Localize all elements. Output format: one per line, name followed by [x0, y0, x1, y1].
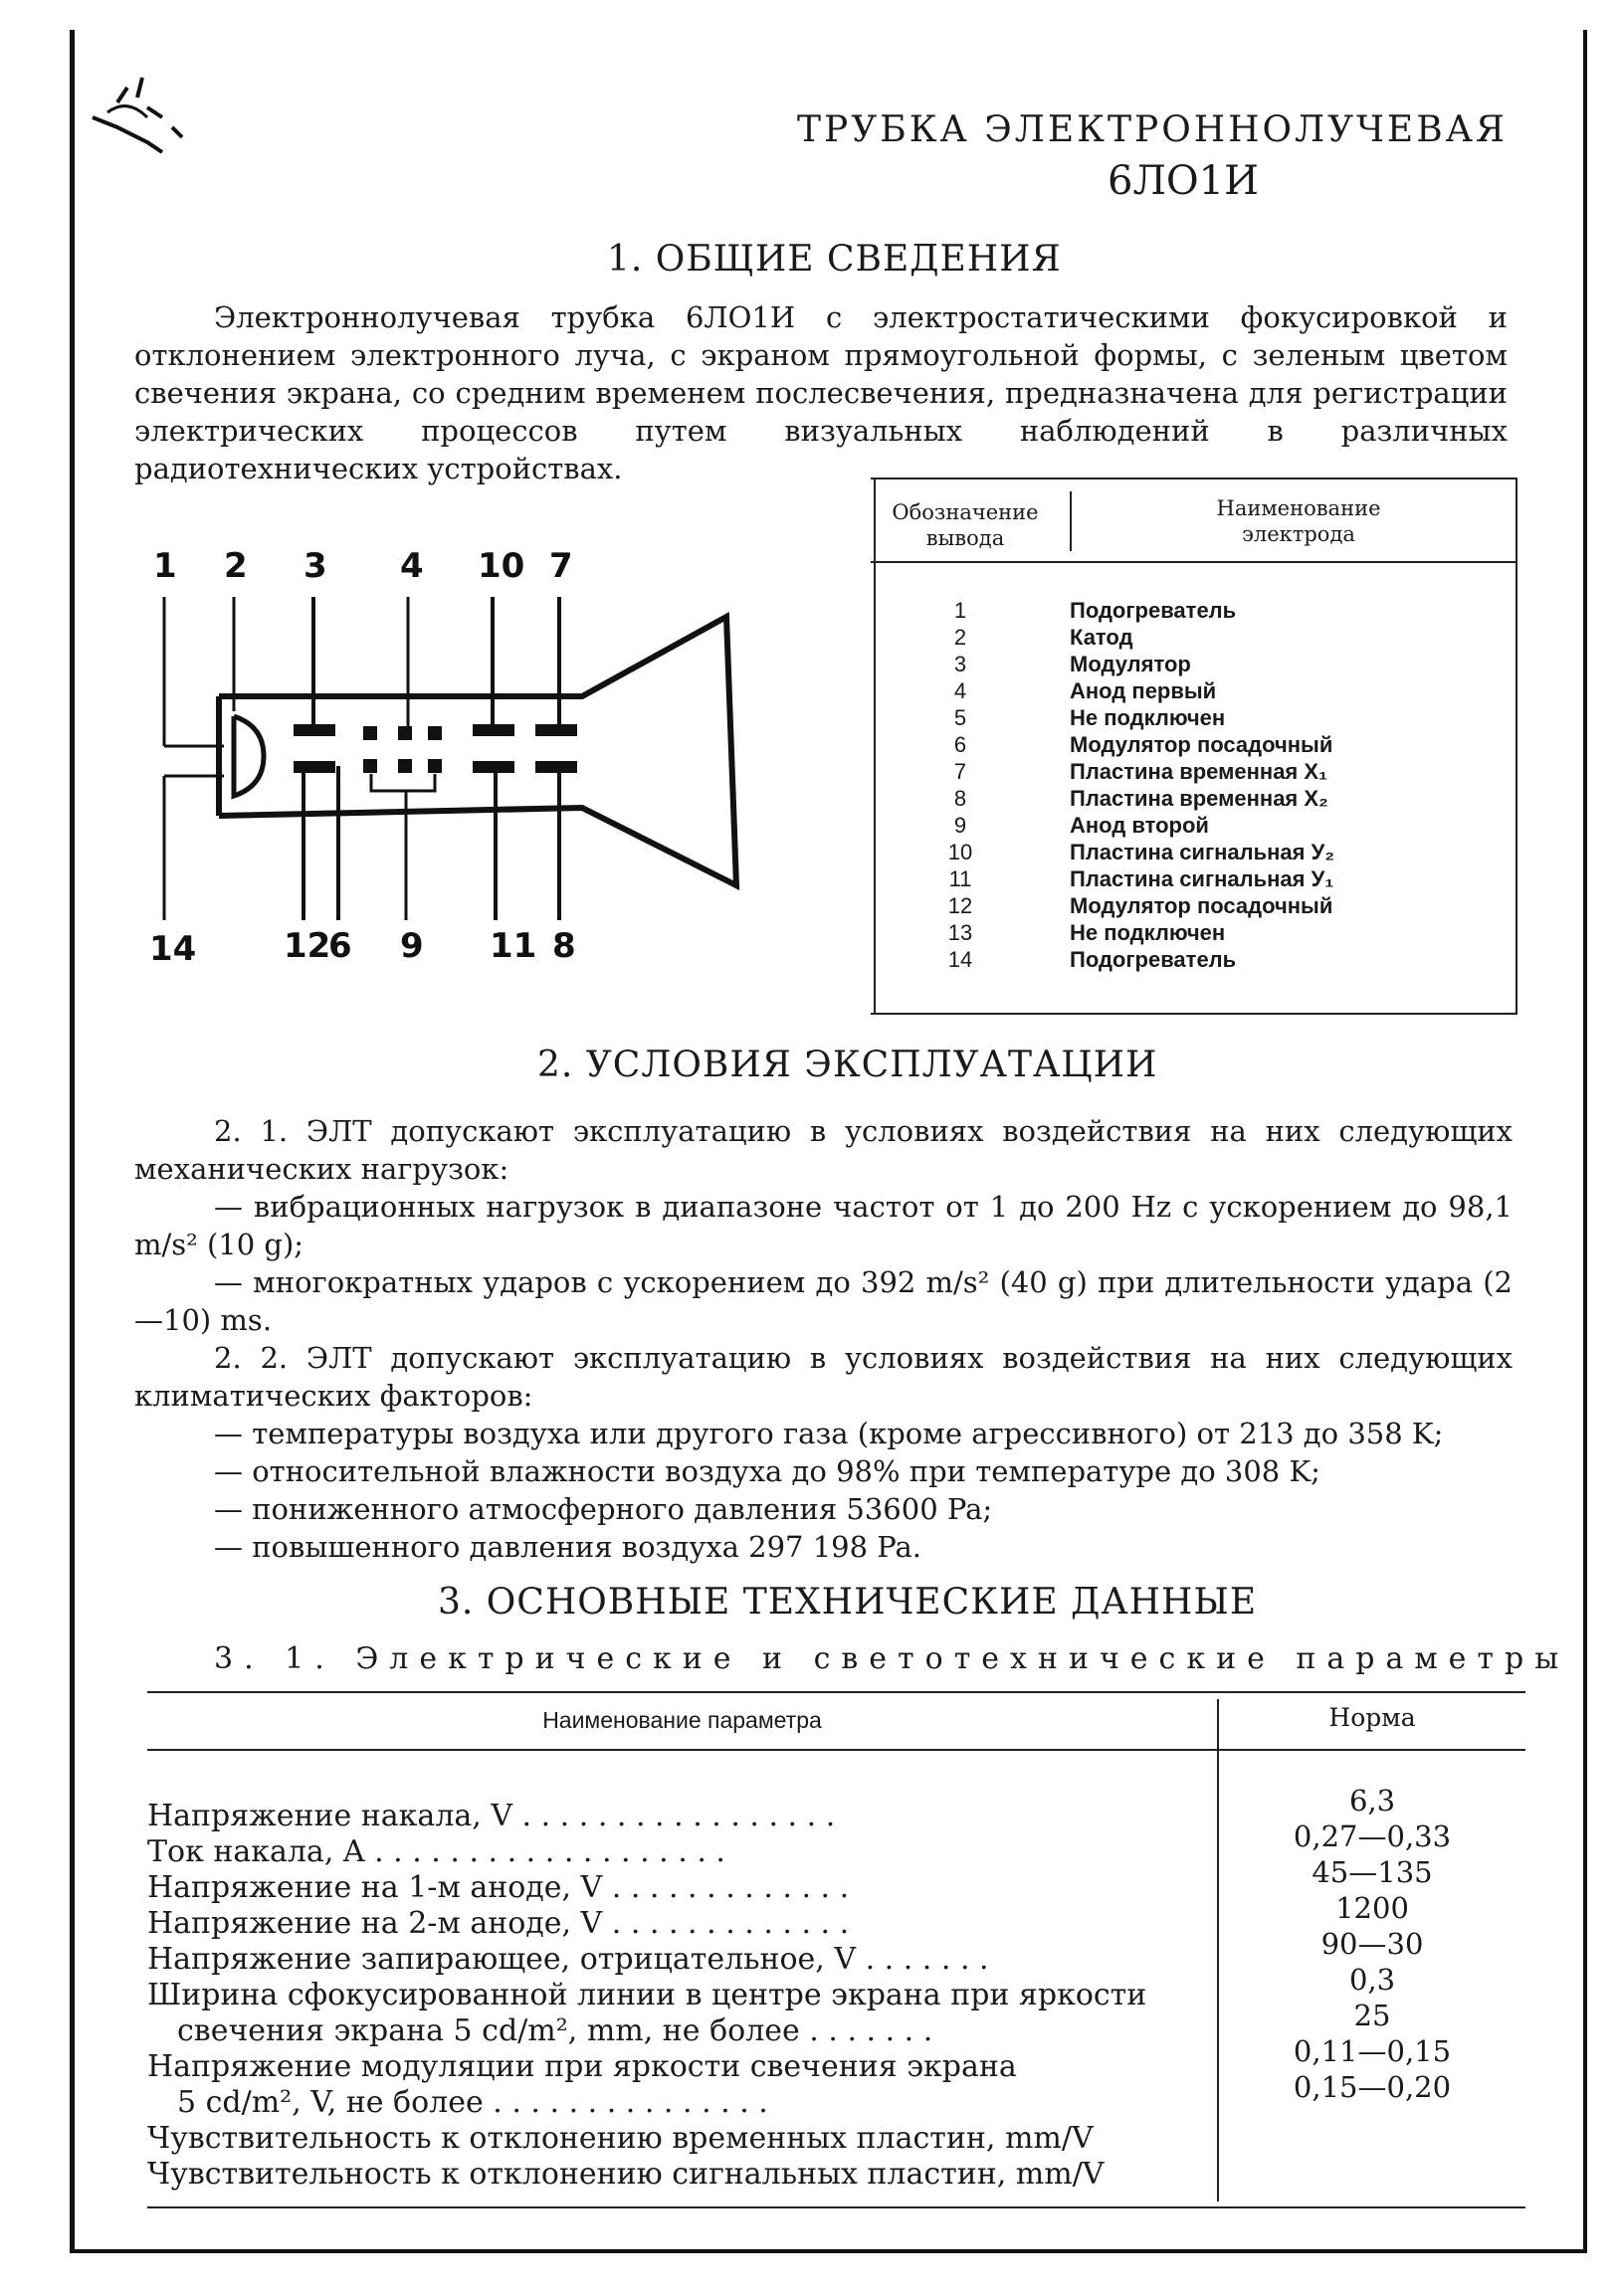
param-norm: 6,3 — [1348, 1784, 1396, 1818]
pin-col-header: Обозначение вывода — [892, 500, 1039, 550]
param-name: Напряжение накала, V . . . . . . . . . . . . . . . . . — [147, 1799, 836, 1833]
pin-table-header — [871, 478, 1517, 563]
pin-number: 5 — [953, 705, 967, 730]
param-norm-header: Норма — [1328, 1703, 1416, 1732]
pin-row — [871, 946, 1517, 973]
pin-row — [871, 919, 1517, 946]
pin-number: 12 — [947, 893, 973, 918]
pin-diagram — [139, 547, 756, 985]
pin-number: 7 — [953, 759, 967, 784]
pin-number: 14 — [947, 947, 973, 972]
section1-paragraph: Электроннолучевая трубка 6ЛО1И с электростатическими фокусировкой и отклонением электронного луча, с экраном прямоугольной формы, с зеленым цветом свечения экрана, со средним временем послесвечения, предназначена для регистрации электрических процессов путем визуальных наблюдений в различных радиотехнических устройствах. — [134, 300, 1508, 485]
section2-text — [134, 1112, 1513, 1566]
electrode-name: Пластина временная X₁ — [1070, 759, 1328, 784]
pin-label-10: 10 — [478, 547, 525, 586]
pin-row — [871, 704, 1517, 731]
pin-number: 3 — [953, 652, 967, 676]
param-name: Напряжение на 2-м аноде, V . . . . . . . . . . . . . — [147, 1906, 850, 1941]
section1-heading: 1. ОБЩИЕ СВЕДЕНИЯ — [607, 239, 1062, 280]
pin-number: 11 — [948, 866, 972, 891]
param-name: Чувствительность к отклонению временных пластин, mm/V — [147, 2121, 1094, 2156]
pin-number: 8 — [953, 786, 967, 811]
condition-item: — относительной влажности воздуха до 98% при температуре до 308 K; — [214, 1454, 1320, 1488]
electrode-name: Пластина сигнальная У₁ — [1070, 866, 1334, 891]
param-name: Напряжение запирающее, отрицательное, V . . . . . . . — [147, 1942, 989, 1977]
param-name: Напряжение на 1-м аноде, V . . . . . . . . . . . . . — [147, 1870, 850, 1905]
section2-heading: 2. УСЛОВИЯ ЭКСПЛУАТАЦИИ — [537, 1045, 1158, 1085]
param-name: Чувствительность к отклонению сигнальных пластин, mm/V — [147, 2157, 1105, 2192]
electrode-name: Не подключен — [1070, 705, 1226, 730]
condition-item: — многократных ударов с ускорением до 392 m/s² (40 g) при длительности удара (2—10) ms. — [134, 1265, 1513, 1337]
param-name: Напряжение модуляции при яркости свечения экрана — [147, 2049, 1017, 2084]
document-title — [797, 109, 1508, 204]
pin-label-14: 14 — [149, 929, 197, 969]
pin-label-1: 1 — [153, 547, 177, 586]
electrode-col-header: Наименование электрода — [1216, 496, 1381, 546]
param-name: 5 cd/m², V, не более . . . . . . . . . . . . . . . — [177, 2085, 768, 2120]
pin-number: 6 — [953, 732, 967, 757]
pin-label-7: 7 — [549, 547, 573, 586]
electrode-name: Не подключен — [1070, 920, 1226, 945]
pin-label-9: 9 — [400, 926, 424, 966]
param-name: Ширина сфокусированной линии в центре экрана при яркости — [147, 1978, 1147, 2012]
param-norm: 25 — [1353, 1999, 1391, 2032]
electrode-name: Подогреватель — [1070, 598, 1237, 623]
electrode-name: Анод второй — [1070, 813, 1209, 838]
section3-heading: 3. ОСНОВНЫЕ ТЕХНИЧЕСКИЕ ДАННЫЕ — [438, 1582, 1258, 1623]
param-norm: 0,11—0,15 — [1293, 2034, 1452, 2068]
param-norm: 45—135 — [1312, 1855, 1433, 1889]
condition-item: — температуры воздуха или другого газа (кроме агрессивного) от 213 до 358 K; — [214, 1417, 1444, 1450]
tube-outline — [219, 617, 736, 885]
pin-label-8: 8 — [552, 926, 576, 966]
param-norm: 1200 — [1335, 1891, 1409, 1925]
pin-number: 10 — [947, 840, 973, 864]
pin-row — [871, 597, 1517, 624]
electrode-name: Модулятор — [1070, 652, 1191, 676]
pin-row — [871, 758, 1517, 785]
pin-number: 9 — [953, 813, 967, 838]
stamp-mark — [88, 58, 207, 157]
pin-row — [871, 812, 1517, 839]
pin-number: 1 — [953, 598, 967, 623]
param-norm: 0,3 — [1348, 1963, 1396, 1997]
pin-row — [871, 731, 1517, 758]
pin-row — [871, 624, 1517, 651]
pin-table-rows — [871, 597, 1517, 973]
section1-text — [134, 298, 1508, 487]
pin-row — [871, 839, 1517, 865]
param-values — [1219, 1783, 1525, 2105]
pin-label-12: 12 — [284, 926, 331, 966]
pin-row — [871, 865, 1517, 892]
param-norm: 0,27—0,33 — [1293, 1819, 1452, 1853]
pin-number: 13 — [947, 920, 973, 945]
electrode-name: Модулятор посадочный — [1070, 893, 1333, 918]
pin-row — [871, 785, 1517, 812]
electrode-name: Анод первый — [1070, 678, 1217, 703]
pin-row — [871, 651, 1517, 677]
param-name: Ток накала, A . . . . . . . . . . . . . . . . . . . — [147, 1834, 725, 1869]
condition-paragraph: 2. 1. ЭЛТ допускают эксплуатацию в условиях воздействия на них следующих механических нагрузок: — [134, 1114, 1513, 1186]
param-norm: 90—30 — [1320, 1927, 1424, 1961]
pin-table — [871, 478, 1517, 1015]
param-name-header: Наименование параметра — [542, 1707, 822, 1733]
electrode-name: Катод — [1070, 625, 1133, 650]
title-text: ТРУБКА ЭЛЕКТРОННОЛУЧЕВАЯ — [796, 109, 1508, 150]
param-names — [147, 1799, 1207, 2193]
pin-number: 4 — [953, 678, 967, 703]
pin-label-6: 6 — [328, 926, 352, 966]
condition-paragraph: 2. 2. ЭЛТ допускают эксплуатацию в условиях воздействия на них следующих климатических факторов: — [134, 1341, 1513, 1413]
model-text: 6ЛО1И — [1108, 158, 1259, 204]
pin-label-11: 11 — [490, 926, 537, 966]
pin-label-4: 4 — [400, 547, 424, 586]
condition-item: — пониженного атмосферного давления 53600 Pa; — [214, 1492, 993, 1526]
condition-item: — повышенного давления воздуха 297 198 Pa. — [214, 1530, 921, 1564]
condition-item: — вибрационных нагрузок в диапазоне частот от 1 до 200 Hz с ускорением до 98,1 m/s² (10 g); — [134, 1190, 1513, 1261]
electrode-name: Пластина сигнальная У₂ — [1070, 840, 1335, 864]
section3-subheading: 3. 1. Электрические и светотехнические параметры — [214, 1641, 1570, 1676]
pin-row — [871, 677, 1517, 704]
electrode-name: Подогреватель — [1070, 947, 1237, 972]
pin-row — [871, 892, 1517, 919]
pin-label-2: 2 — [224, 547, 248, 586]
param-norm: 0,15—0,20 — [1293, 2070, 1452, 2104]
pin-number: 2 — [953, 625, 967, 650]
electrode-name: Модулятор посадочный — [1070, 732, 1333, 757]
pin-label-3: 3 — [303, 547, 327, 586]
param-name: свечения экрана 5 cd/m², mm, не более . . . . . . . — [177, 2013, 933, 2048]
parameters-table — [147, 1691, 1525, 2208]
electrode-name: Пластина временная X₂ — [1070, 786, 1328, 811]
